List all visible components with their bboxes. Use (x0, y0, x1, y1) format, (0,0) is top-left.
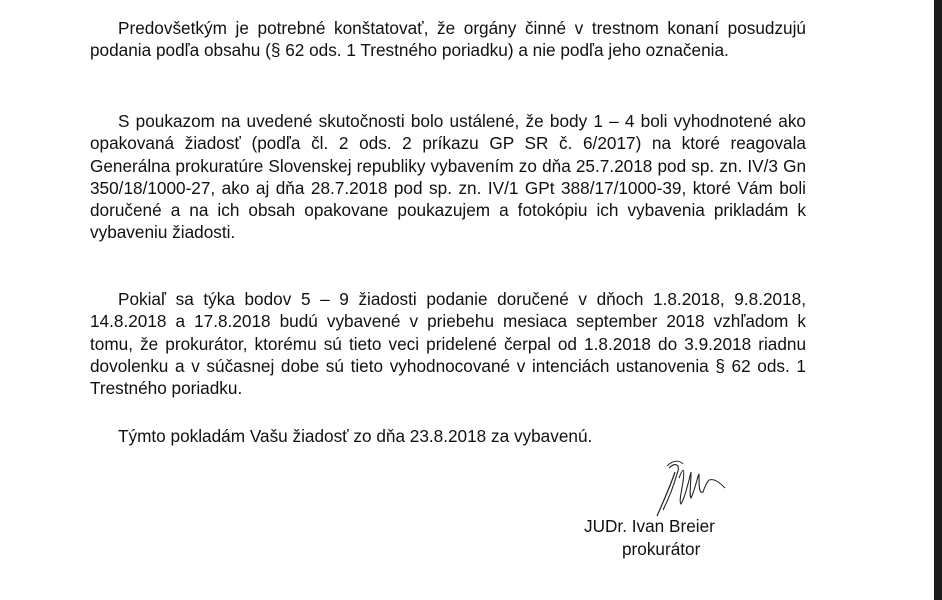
handwritten-signature (645, 458, 735, 520)
paragraph-legal-basis (90, 17, 806, 62)
paragraph-text: Pokiaľ sa týka bodov 5 – 9 žiadosti podanie doručené v dňoch 1.8.2018, 9.8.2018, 14.8.2018 a 17.8.2018 budú vybavené v priebehu mesiaca september 2018 vzhľadom k tomu, že prokurátor, ktorému sú tieto veci pridelené čerpal od 1.8.2018 do 3.9.2018 riadnu dovolenku a v súčasnej dobe sú tieto vyhodnocované v intenciách ustanovenia § 62 ods. 1 Trestného poriadku. (90, 289, 806, 399)
paragraph-points-5-9 (90, 288, 806, 399)
signatory-name: JUDr. Ivan Breier (584, 516, 715, 536)
paragraph-closing (90, 425, 806, 447)
paragraph-text: Predovšetkým je potrebné konštatovať, že orgány činné v trestnom konaní posudzujú podania podľa obsahu (§ 62 ods. 1 Trestného poriadku) a nie podľa jeho označenia. (90, 18, 806, 61)
paragraph-points-1-4 (90, 110, 806, 244)
signatory-title: prokurátor (622, 539, 701, 559)
paragraph-text: Týmto pokladám Vašu žiadosť zo dňa 23.8.2018 za vybavenú. (118, 426, 593, 446)
scan-edge-border (934, 0, 942, 600)
paragraph-text: S poukazom na uvedené skutočnosti bolo ustálené, že body 1 – 4 boli vyhodnotené ako opakovaná žiadosť (podľa čl. 2 ods. 2 príkazu GP SR č. 6/2017) na ktoré reagovala Generálna prokuratúre Slovenskej republiky vybavením zo dňa 25.7.2018 pod sp. zn. IV/3 Gn 350/18/1000-27, ako aj dňa 28.7.2018 pod sp. zn. IV/1 GPt 388/17/1000-39, ktoré Vám boli doručené a na ich obsah opakovane poukazujem a fotokópiu ich vybavenia prikladám k vybaveniu žiadosti. (90, 111, 806, 243)
